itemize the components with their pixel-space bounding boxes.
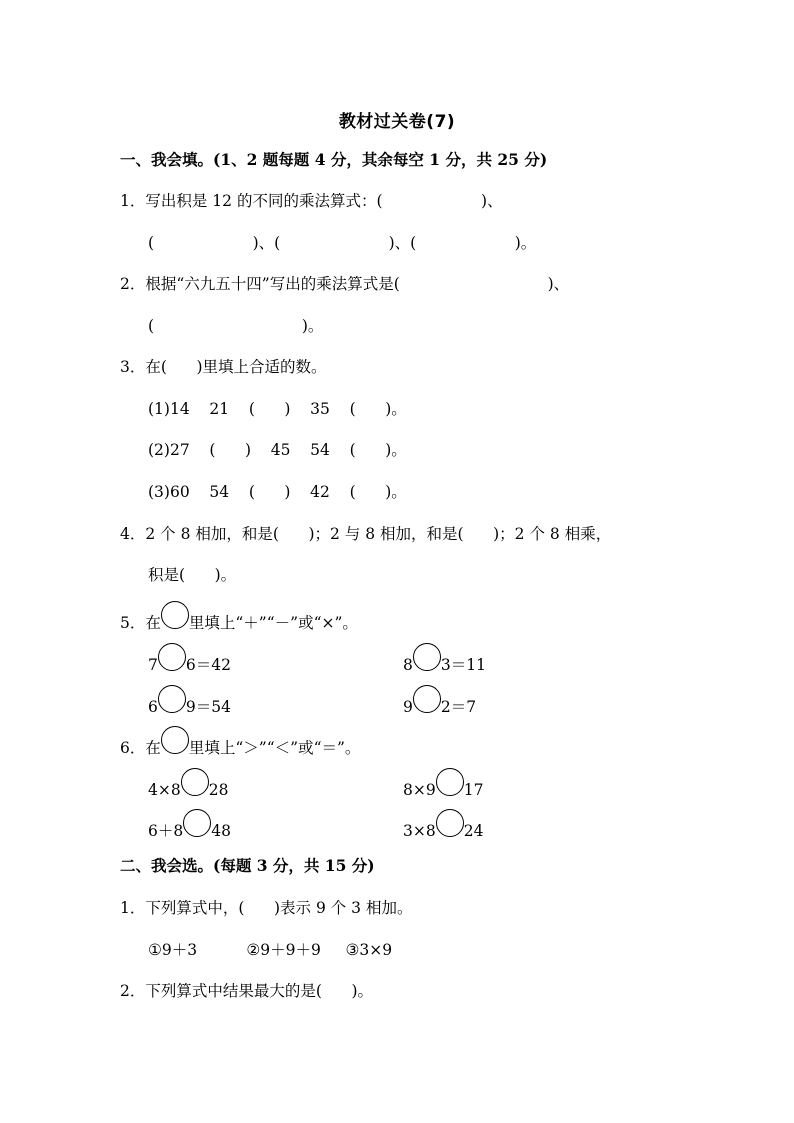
blank-circle-icon — [436, 768, 464, 796]
q1-line1: 1．写出积是 12 的不同的乘法算式：( )、 — [120, 192, 503, 210]
q5-stem-b: 里填上“＋”“－”或“×”。 — [188, 614, 358, 632]
s2-q1-stem: 1．下列算式中，( )表示 9 个 3 相加。 — [120, 899, 413, 917]
blank-circle-icon — [158, 643, 186, 671]
q5-stem-a: 5．在 — [120, 614, 161, 632]
q6-item: 3×8 24 — [403, 818, 483, 846]
blank-circle-icon — [181, 768, 209, 796]
blank-circle-icon — [436, 809, 464, 837]
q6-item: 4×8 28 — [148, 777, 228, 805]
blank-circle-icon — [161, 726, 189, 754]
page-title: 教材过关卷(7) — [338, 112, 456, 132]
q6-stem-a: 6．在 — [120, 739, 161, 757]
q4-line1: 4．2 个 8 相加，和是( )；2 与 8 相加，和是( )；2 个 8 相乘， — [120, 525, 612, 543]
blank-circle-icon — [158, 685, 186, 713]
q1-line2: ( )、( )、( )。 — [148, 234, 537, 252]
q2-line2: ( )。 — [148, 317, 324, 335]
q6-stem-b: 里填上“＞”“＜”或“＝”。 — [188, 739, 361, 757]
q5-item: 7 6＝42 — [148, 652, 231, 680]
q5-item: 6 9＝54 — [148, 694, 231, 722]
q3-stem: 3．在( )里填上合适的数。 — [120, 358, 327, 376]
q3-row1: (1)14 21 ( ) 35 ( )。 — [148, 400, 407, 418]
q5-stem — [120, 610, 358, 638]
section2-heading: 二、我会选。(每题 3 分，共 15 分) — [120, 856, 375, 875]
q2-line1: 2．根据“六九五十四”写出的乘法算式是( )、 — [120, 275, 570, 293]
q3-row3: (3)60 54 ( ) 42 ( )。 — [148, 483, 407, 501]
section1-heading: 一、我会填。(1、2 题每题 4 分，其余每空 1 分，共 25 分) — [120, 150, 548, 169]
q6-item: 6＋8 48 — [148, 818, 231, 846]
s2-q1-options: ①9＋3 ②9＋9＋9 ③3×9 — [148, 941, 393, 959]
blank-circle-icon — [161, 601, 189, 629]
blank-circle-icon — [413, 643, 441, 671]
q6-item: 8×9 17 — [403, 777, 483, 805]
q4-line2: 积是( )。 — [148, 566, 237, 584]
q5-item: 9 2＝7 — [403, 694, 476, 722]
blank-circle-icon — [183, 809, 211, 837]
s2-q2-stem: 2．下列算式中结果最大的是( )。 — [120, 982, 374, 1000]
q3-row2: (2)27 ( ) 45 54 ( )。 — [148, 441, 407, 459]
q5-item: 8 3＝11 — [403, 652, 486, 680]
q6-stem — [120, 735, 360, 763]
blank-circle-icon — [413, 685, 441, 713]
